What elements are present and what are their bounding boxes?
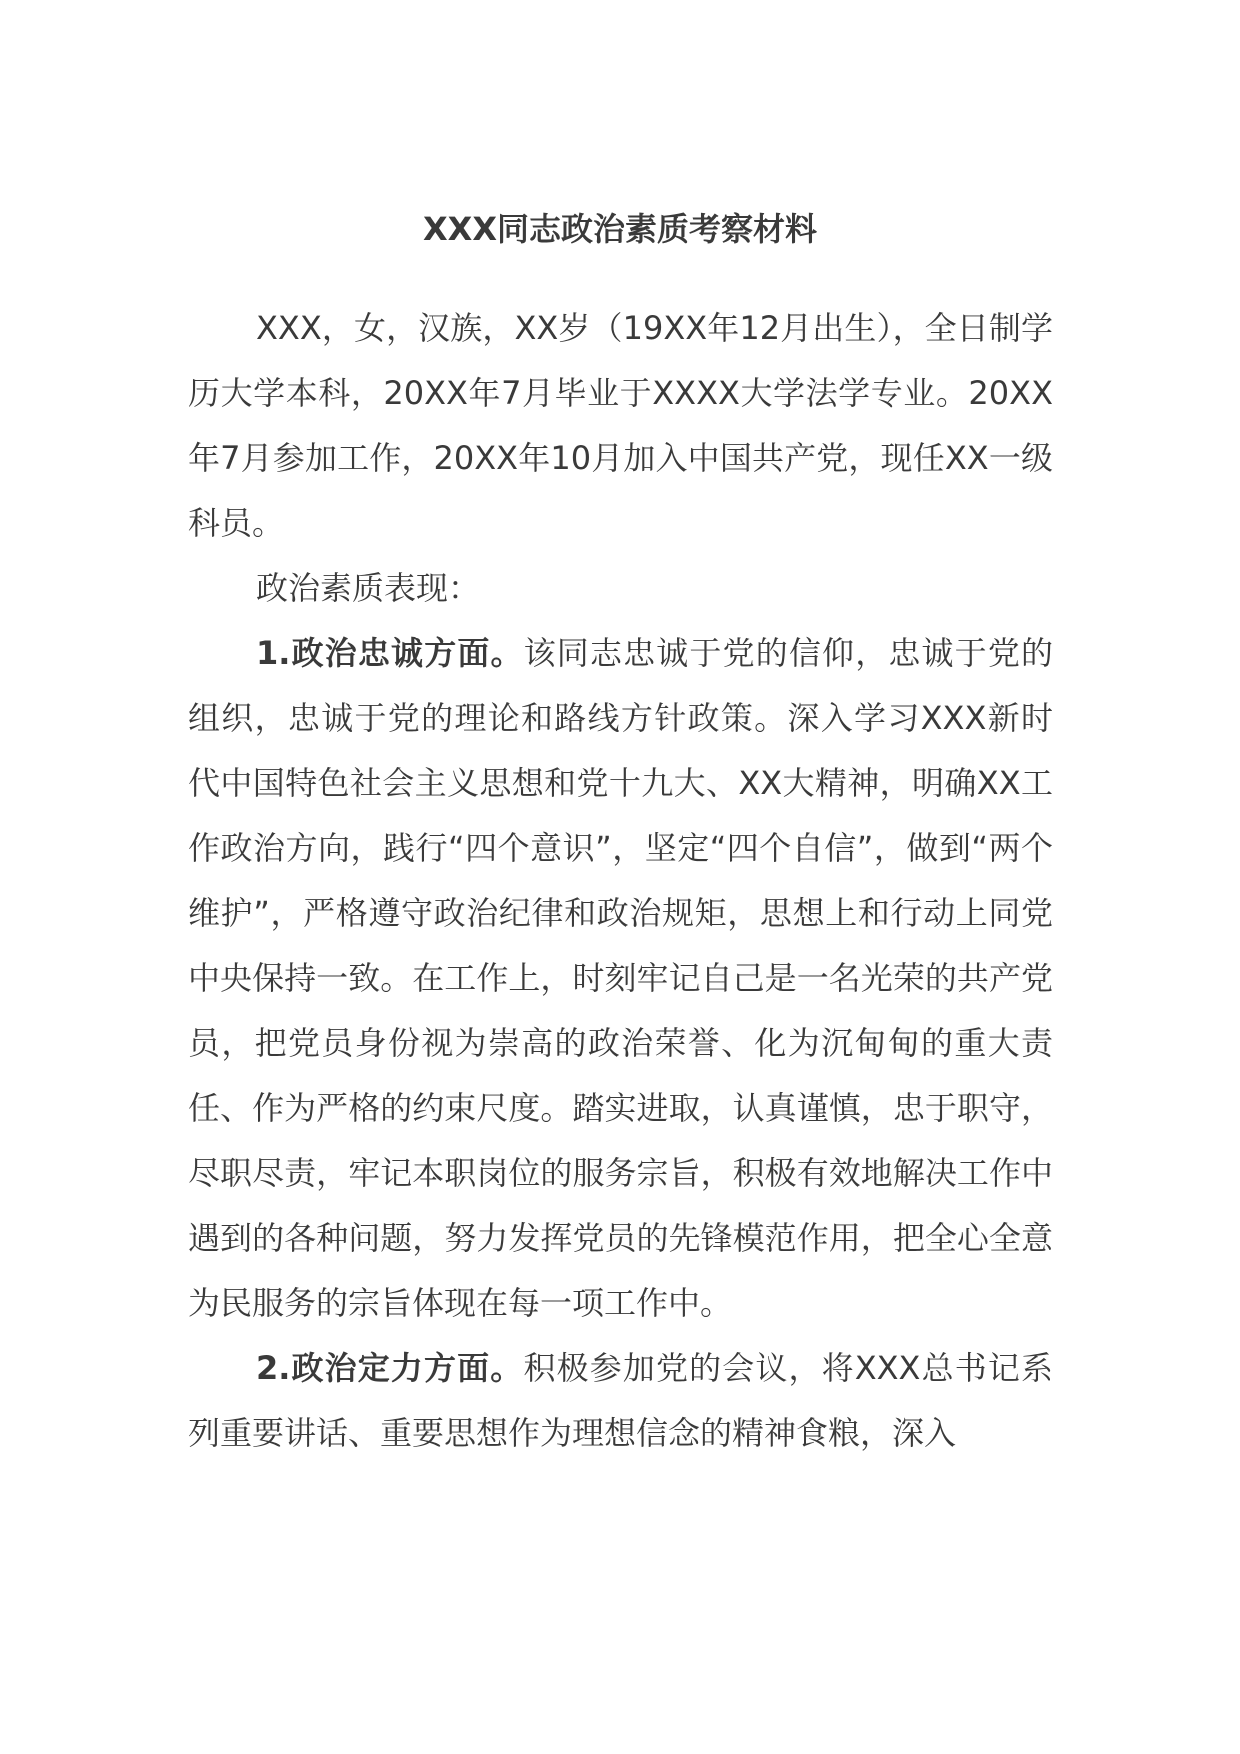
point-2-paragraph bbox=[188, 1336, 1053, 1466]
document-title: XXX同志政治素质考察材料 bbox=[422, 210, 818, 248]
document-body bbox=[188, 296, 1053, 1466]
point-1-heading: 1.政治忠诚方面。 bbox=[256, 634, 524, 672]
point-2-heading: 2.政治定力方面。 bbox=[256, 1349, 524, 1387]
section-label: 政治素质表现： bbox=[256, 569, 481, 607]
point-1-text: 该同志忠诚于党的信仰，忠诚于党的组织，忠诚于党的理论和路线方针政策。深入学习XXX新时代中国特色社会主义思想和党十九大、XX大精神，明确XX工作政治方向，践行“四个意识”，坚定“四个自信”，做到“两个维护”，严格遵守政治纪律和政治规矩，思想上和行动上同党中央保持一致。在工作上，时刻牢记自己是一名光荣的共产党员，把党员身份视为崇高的政治荣誉、化为沉甸甸的重大责任、作为严格的约束尺度。踏实进取，认真谨慎，忠于职守，尽职尽责，牢记本职岗位的服务宗旨，积极有效地解决工作中遇到的各种问题，努力发挥党员的先锋模范作用，把全心全意为民服务的宗旨体现在每一项工作中。 bbox=[188, 634, 1053, 1322]
point-1-paragraph bbox=[188, 621, 1053, 1336]
point-2-text: 积极参加党的会议，将XXX总书记系列重要讲话、重要思想作为理想信念的精神食粮，深入 bbox=[188, 1349, 1053, 1452]
intro-paragraph: XXX，女，汉族，XX岁（19XX年12月出生），全日制学历大学本科，20XX年7月毕业于XXXX大学法学专业。20XX年7月参加工作，20XX年10月加入中国共产党，现任XX一级科员。 bbox=[188, 309, 1053, 542]
